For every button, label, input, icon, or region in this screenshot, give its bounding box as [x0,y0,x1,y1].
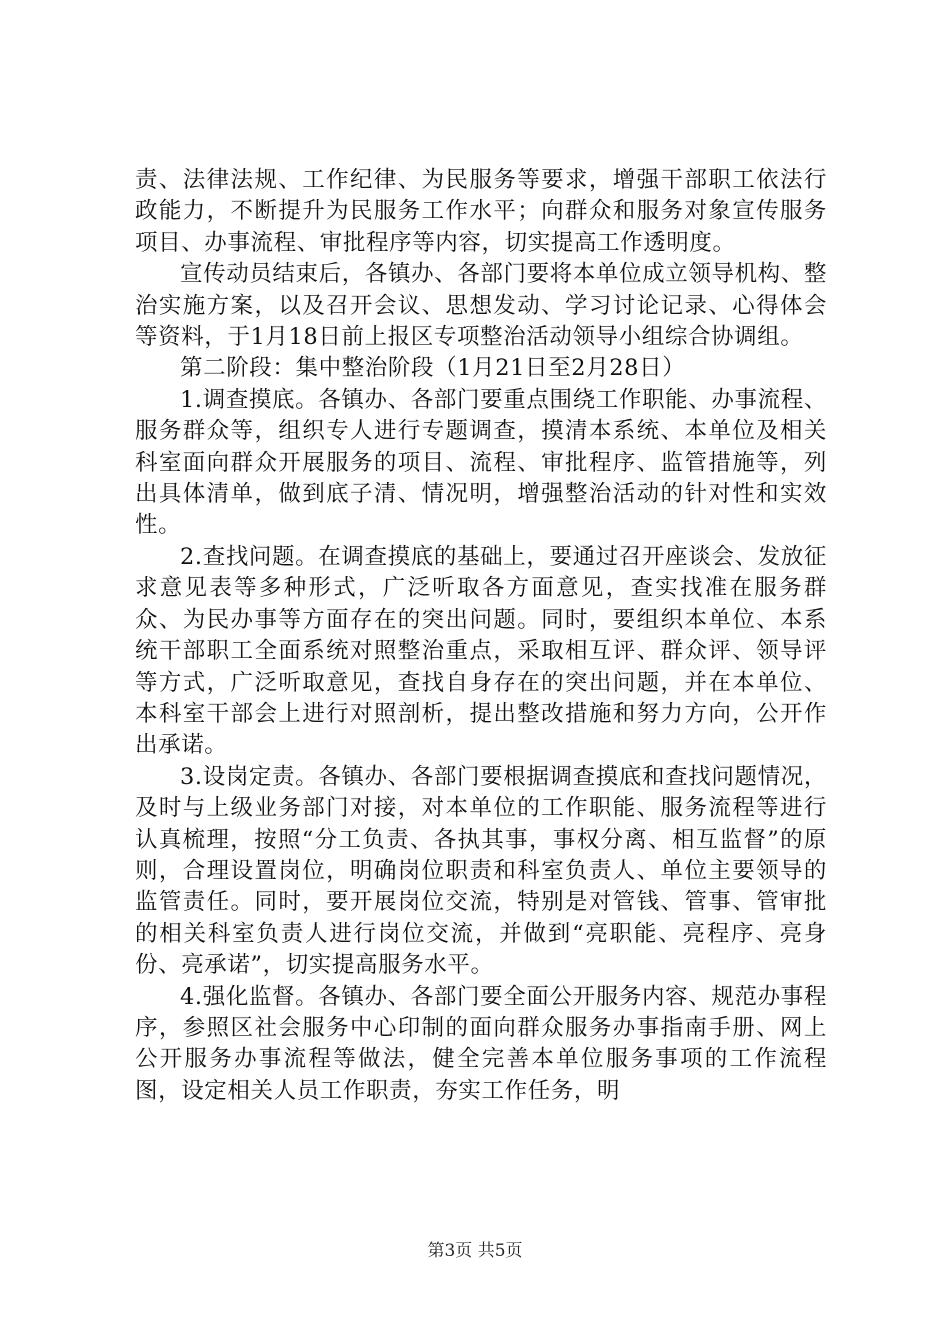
paragraph-1: 责、法律法规、工作纪律、为民服务等要求，增强干部职工依法行政能力，不断提升为民服务工作水平；向群众和服务对象宣传服务项目、办事流程、审批程序等内容，切实提高工作透明度。 [135,167,827,256]
paragraph-define-roles: 3.设岗定责。各镇办、各部门要根据调查摸底和查找问题情况，及时与上级业务部门对接，对本单位的工作职能、服务流程等进行认真梳理，按照“分工负责、各执其事，事权分离、相互监督”的原则，合理设置岗位，明确岗位职责和科室负责人、单位主要领导的监管责任。同时，要开展岗位交流，特别是对管钱、管事、管审批的相关科室负责人进行岗位交流，并做到“亮职能、亮程序、亮身份、亮承诺”，切实提高服务水平。 [135,763,827,979]
paragraph-find-problems: 2.查找问题。在调查摸底的基础上，要通过召开座谈会、发放征求意见表等多种形式，广泛听取各方面意见，查实找准在服务群众、为民办事等方面存在的突出问题。同时，要组织本单位、本系统干部职工全面系统对照整治重点，采取相互评、群众评、领导评等方式，广泛听取意见，查找自身存在的突出问题，并在本单位、本科室干部会上进行对照剖析，提出整改措施和努力方向，公开作出承诺。 [135,543,827,759]
paragraph-supervision: 4.强化监督。各镇办、各部门要全面公开服务内容、规范办事程序，参照区社会服务中心印制的面向群众服务办事指南手册、网上公开服务办事流程等做法，健全完善本单位服务事项的工作流程图，设定相关人员工作职责，夯实工作任务，明 [135,983,827,1104]
paragraph-survey: 1.调查摸底。各镇办、各部门要重点围绕工作职能、办事流程、服务群众等，组织专人进行专题调查，摸清本系统、本单位及相关科室面向群众开展服务的项目、流程、审批程序、监管措施等，列出具体清单，做到底子清、情况明，增强整治活动的针对性和实效性。 [135,386,827,539]
section-heading: 第二阶段：集中整治阶段（1月21日至2月28日） [180,355,686,382]
paragraph-2: 宣传动员结束后，各镇办、各部门要将本单位成立领导机构、整治实施方案，以及召开会议、思想发动、学习讨论记录、心得体会等资料，于1月18日前上报区专项整治活动领导小组综合协调组。 [135,261,827,351]
document-body [135,165,827,1107]
page-footer: 第3页 共5页 [427,1241,523,1261]
